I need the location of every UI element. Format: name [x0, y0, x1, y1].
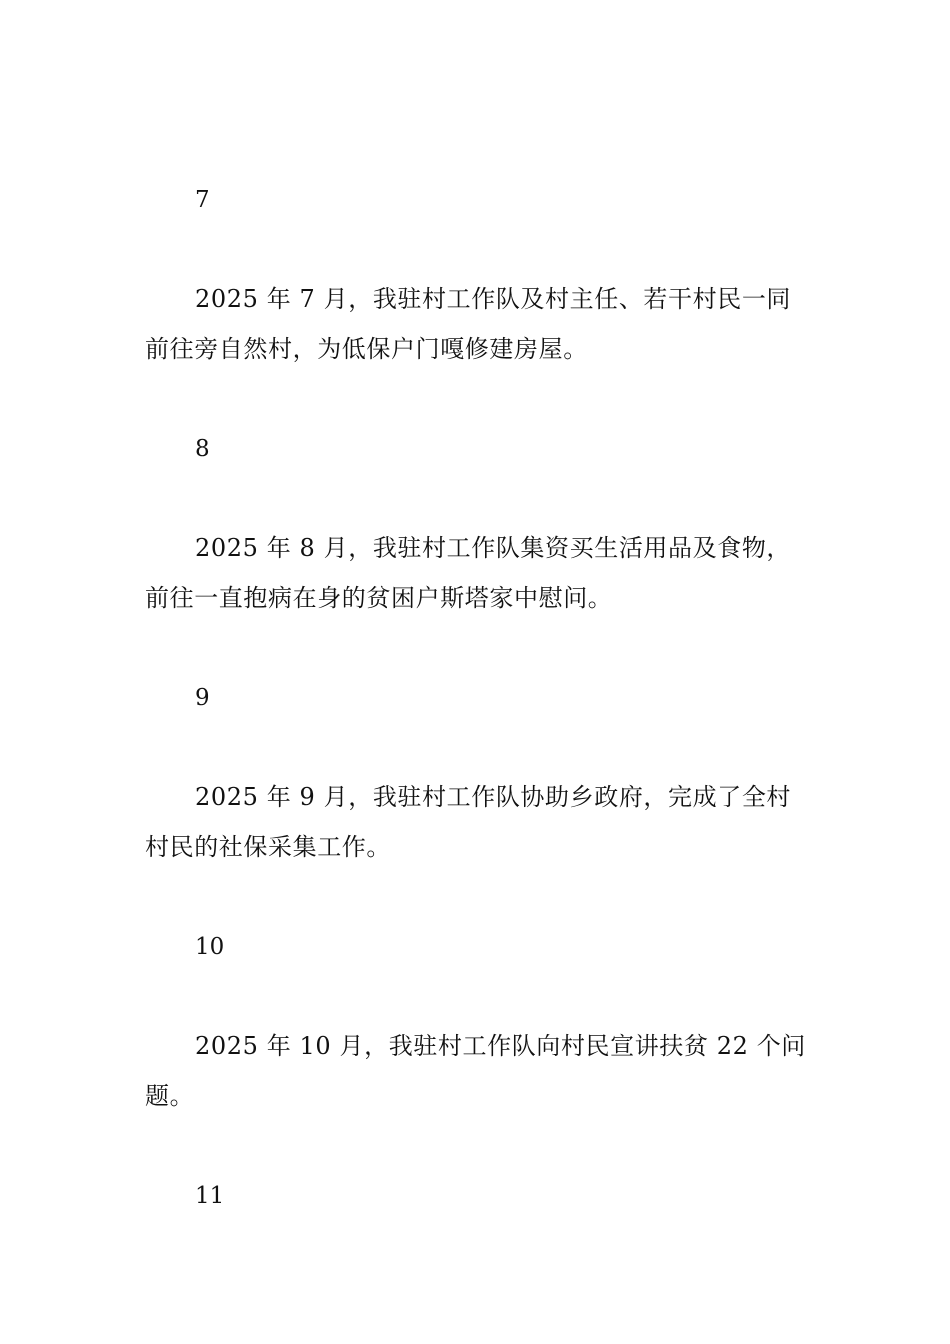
section-number: 7	[195, 187, 210, 213]
paragraph-line: 2025 年 8 月，我驻村工作队集资买生活用品及食物，	[195, 534, 792, 562]
section-number: 10	[195, 934, 225, 960]
paragraph-line: 前往一直抱病在身的贫困户斯塔家中慰问。	[145, 584, 613, 612]
paragraph-line: 2025 年 10 月，我驻村工作队向村民宣讲扶贫 22 个问	[195, 1032, 806, 1060]
section-number: 8	[195, 436, 210, 462]
paragraph	[145, 772, 810, 872]
section-number: 9	[195, 685, 210, 711]
paragraph-line: 村民的社保采集工作。	[145, 833, 391, 861]
paragraph	[145, 523, 810, 623]
paragraph-line: 题。	[145, 1082, 195, 1110]
paragraph-line: 2025 年 7 月，我驻村工作队及村主任、若干村民一同	[195, 285, 792, 313]
paragraph-line: 前往旁自然村，为低保户门嘎修建房屋。	[145, 335, 588, 363]
paragraph	[145, 1021, 810, 1121]
section-number: 11	[195, 1183, 225, 1209]
paragraph	[145, 274, 810, 374]
paragraph-line: 2025 年 9 月，我驻村工作队协助乡政府，完成了全村	[195, 783, 792, 811]
